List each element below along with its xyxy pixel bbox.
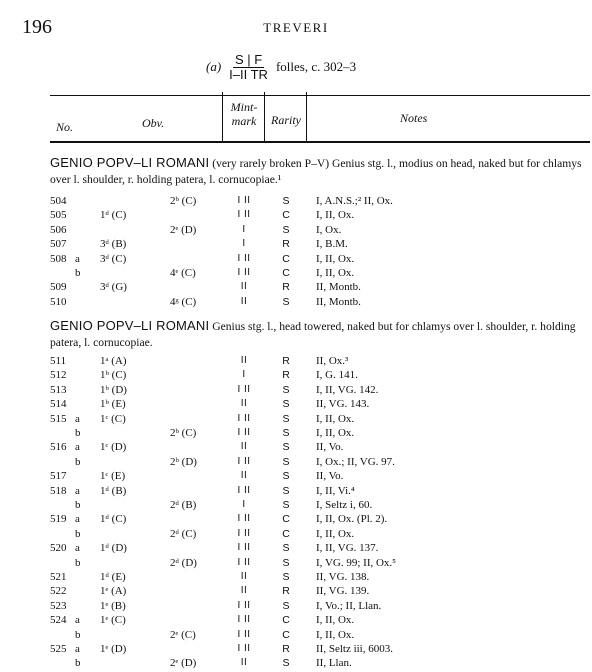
catalogue-number: 511 xyxy=(50,355,67,367)
catalogue-number: 505 xyxy=(50,209,67,222)
obverse-primary: 1ᵈ (D) xyxy=(100,542,127,555)
catalogue-number: 521 xyxy=(50,571,67,583)
table-row xyxy=(0,570,592,584)
rarity-value: C xyxy=(282,267,290,279)
catalogue-number: 522 xyxy=(50,585,67,598)
table-row xyxy=(0,440,592,454)
mintmark-value: I II xyxy=(237,209,251,221)
table-row xyxy=(0,368,592,382)
variant-letter: b xyxy=(75,527,81,540)
table-row xyxy=(0,541,592,555)
notes-text: I, II, Ox. xyxy=(316,628,355,641)
subheading-text: folles, c. 302–3 xyxy=(275,59,357,74)
notes-text: II, Montb. xyxy=(316,295,361,308)
table-row xyxy=(0,397,592,411)
catalogue-number: 523 xyxy=(50,599,67,612)
table-row xyxy=(0,656,592,670)
variant-letter: a xyxy=(75,441,80,454)
obverse-secondary: 2ᵈ (C) xyxy=(170,527,197,540)
mintmark-value: I II xyxy=(237,513,251,525)
mintmark-value: I II xyxy=(237,628,251,640)
mintmark-value: I xyxy=(242,369,246,381)
catalogue-number: 508 xyxy=(50,252,67,265)
mintmark-value: I xyxy=(242,223,246,235)
rarity-value: C xyxy=(282,614,290,627)
notes-text: II, VG. 143. xyxy=(316,398,370,411)
mintmark-fraction xyxy=(227,53,270,82)
rarity-value: S xyxy=(282,195,290,207)
mintmark-value: I II xyxy=(237,599,251,611)
rarity-value: S xyxy=(282,223,290,236)
table-rule-header xyxy=(50,141,590,143)
obverse-secondary: 2ᵉ (D) xyxy=(170,657,197,670)
table-row xyxy=(0,527,592,541)
mintmark-value: II xyxy=(240,470,248,482)
rarity-value: S xyxy=(282,427,290,439)
table-row xyxy=(0,223,592,237)
obverse-secondary: 4ᵉ (C) xyxy=(170,267,196,279)
obverse-primary: 1ᵇ (E) xyxy=(100,398,126,411)
column-header-mintmark xyxy=(226,100,262,128)
variant-letter: b xyxy=(75,267,81,279)
catalogue-number: 509 xyxy=(50,281,67,294)
obverse-primary: 3ᵈ (G) xyxy=(100,281,127,294)
obverse-primary: 1ᶜ (D) xyxy=(100,441,127,454)
mintmark-bottom: I–II TR xyxy=(229,66,268,82)
notes-text: I, A.N.S.;² II, Ox. xyxy=(316,195,393,207)
obverse-primary: 1ᵇ (C) xyxy=(100,369,127,382)
rarity-value: S xyxy=(282,455,290,468)
table-row xyxy=(0,599,592,613)
catalogue-number: 515 xyxy=(50,412,67,425)
obverse-primary: 1ᵈ (C) xyxy=(100,513,127,526)
column-divider xyxy=(222,92,223,142)
obverse-secondary: 2ᵇ (D) xyxy=(170,455,197,468)
table-row xyxy=(0,280,592,294)
mintmark-value: II xyxy=(240,398,248,410)
obverse-primary: 1ᶜ (E) xyxy=(100,470,126,483)
obverse-primary: 1ᵉ (D) xyxy=(100,643,127,655)
reverse-description: (very rarely broken P–V) Genius stg. l., modius on head, naked but for chlamys over l. shoulder, r. holding patera, l. cornucopiae.¹ xyxy=(50,157,582,186)
rarity-value: S xyxy=(282,556,290,569)
rarity-value: C xyxy=(282,628,290,641)
mintmark-value: II xyxy=(240,295,248,307)
variant-letter: a xyxy=(75,513,80,526)
table-row xyxy=(0,252,592,266)
table-row xyxy=(0,354,592,368)
notes-text: I, II, VG. 137. xyxy=(316,542,379,555)
mintmark-value: I II xyxy=(237,252,251,264)
table-row xyxy=(0,208,592,222)
variant-letter: a xyxy=(75,542,80,555)
variant-letter: a xyxy=(75,484,80,497)
variant-letter: a xyxy=(75,643,80,655)
notes-text: II, Seltz iii, 6003. xyxy=(316,643,393,655)
notes-text: II, Llan. xyxy=(316,657,352,670)
obverse-primary: 1ᵉ (B) xyxy=(100,599,126,612)
obverse-secondary: 2ᵈ (B) xyxy=(170,499,197,511)
rarity-value: S xyxy=(282,412,290,425)
rarity-value: R xyxy=(282,238,290,251)
mintmark-value: II xyxy=(240,657,248,669)
rarity-value: S xyxy=(282,470,290,483)
mintmark-value: I II xyxy=(237,455,251,467)
mintmark-top: S | F xyxy=(234,51,263,67)
rarity-value: S xyxy=(282,383,290,396)
column-divider xyxy=(264,92,265,142)
notes-text: I, Vo.; II, Llan. xyxy=(316,599,382,612)
reverse-legend: GENIO POPV–LI ROMANI xyxy=(50,318,210,333)
rarity-value: R xyxy=(282,643,290,655)
variant-letter: b xyxy=(75,499,81,511)
table-row xyxy=(0,642,592,656)
rarity-value: S xyxy=(282,484,290,497)
column-header-obv: Obv. xyxy=(142,116,165,130)
table-row xyxy=(0,426,592,440)
notes-text: I, II, Ox. xyxy=(316,614,355,627)
mintmark-value: I II xyxy=(237,556,251,568)
mintmark-value: II xyxy=(240,585,248,597)
notes-text: I, II, Ox. xyxy=(316,209,355,222)
table-row xyxy=(0,266,592,280)
catalogue-number: 513 xyxy=(50,383,67,396)
notes-text: I, VG. 99; II, Ox.⁵ xyxy=(316,556,397,569)
notes-text: II, Ox.³ xyxy=(316,355,349,367)
obverse-secondary: 4ᵍ (C) xyxy=(170,295,197,308)
notes-text: I, II, Vi.⁴ xyxy=(316,484,355,497)
rarity-value: S xyxy=(282,571,290,583)
obverse-primary: 1ᵃ (A) xyxy=(100,355,127,367)
rarity-value: R xyxy=(282,585,290,598)
table-row xyxy=(0,512,592,526)
column-header-no: No. xyxy=(56,120,74,134)
variant-letter: b xyxy=(75,427,81,439)
mintmark-value: II xyxy=(240,281,248,293)
mintmark-value: I II xyxy=(237,427,251,438)
obverse-secondary: 2ᵇ (C) xyxy=(170,195,197,207)
notes-text: II, Montb. xyxy=(316,281,361,294)
notes-text: II, VG. 139. xyxy=(316,585,370,598)
catalogue-number: 512 xyxy=(50,369,67,382)
column-header-notes: Notes xyxy=(400,111,428,125)
variant-letter: a xyxy=(75,412,80,425)
obverse-primary: 1ᵉ (A) xyxy=(100,585,127,598)
notes-text: I, II, VG. 142. xyxy=(316,383,379,396)
mintmark-value: I xyxy=(242,238,246,250)
notes-text: II, VG. 138. xyxy=(316,571,370,583)
rarity-value: C xyxy=(282,527,290,540)
page-number: 196 xyxy=(22,16,52,38)
mintmark-header-line1: Mint- xyxy=(230,100,258,114)
catalogue-number: 507 xyxy=(50,238,67,251)
table-row xyxy=(0,498,592,512)
obverse-secondary: 2ᵇ (C) xyxy=(170,427,197,439)
rarity-value: C xyxy=(282,252,290,265)
mintmark-value: II xyxy=(240,441,248,453)
rarity-value: S xyxy=(282,295,290,308)
catalogue-number: 520 xyxy=(50,542,67,555)
table-rule-top xyxy=(50,95,590,96)
rarity-value: R xyxy=(282,281,290,294)
mintmark-value: I II xyxy=(237,614,251,626)
notes-text: I, Ox. xyxy=(316,223,342,236)
catalogue-number: 518 xyxy=(50,484,67,497)
variant-letter: a xyxy=(75,252,80,265)
obverse-secondary: 2ᵉ (D) xyxy=(170,223,197,236)
section-heading xyxy=(50,155,586,188)
rarity-value: R xyxy=(282,369,290,382)
notes-text: I, II, Ox. (Pl. 2). xyxy=(316,513,388,526)
obverse-secondary: 2ᵈ (D) xyxy=(170,556,197,569)
mintmark-value: I II xyxy=(237,412,251,424)
catalogue-number: 504 xyxy=(50,195,67,207)
catalogue-number: 525 xyxy=(50,643,67,655)
obverse-primary: 1ᵈ (B) xyxy=(100,484,127,497)
table-row xyxy=(0,237,592,251)
mintmark-value: I II xyxy=(237,195,251,206)
variant-letter: b xyxy=(75,628,81,641)
catalogue-number: 519 xyxy=(50,513,67,526)
obverse-primary: 3ᵈ (C) xyxy=(100,252,127,265)
table-row xyxy=(0,194,592,208)
catalogue-number: 516 xyxy=(50,441,67,454)
mintmark-value: I II xyxy=(237,484,251,496)
mintmark-value: II xyxy=(240,571,248,582)
obverse-secondary: 2ᵉ (C) xyxy=(170,628,196,641)
mintmark-header-line2: mark xyxy=(231,114,257,128)
catalogue-number: 506 xyxy=(50,223,67,236)
rarity-value: C xyxy=(282,513,290,526)
rarity-value: R xyxy=(282,355,290,367)
section-heading xyxy=(50,318,586,351)
column-divider xyxy=(306,92,307,142)
notes-text: I, Ox.; II, VG. 97. xyxy=(316,455,395,468)
rarity-value: S xyxy=(282,499,290,511)
table-row xyxy=(0,412,592,426)
subheading-label: (a) xyxy=(206,59,222,74)
variant-letter: b xyxy=(75,455,81,468)
mintmark-value: I II xyxy=(237,643,251,654)
table-row xyxy=(0,383,592,397)
rarity-value: S xyxy=(282,599,290,612)
mintmark-value: I II xyxy=(237,542,251,554)
obverse-primary: 1ᵇ (D) xyxy=(100,383,127,396)
variant-letter: b xyxy=(75,657,81,670)
table-row xyxy=(0,484,592,498)
notes-text: I, II, Ox. xyxy=(316,267,355,279)
series-subheading xyxy=(206,50,356,84)
table-row xyxy=(0,556,592,570)
rarity-value: S xyxy=(282,542,290,555)
rarity-value: S xyxy=(282,398,290,411)
mintmark-value: I II xyxy=(237,383,251,395)
table-row xyxy=(0,628,592,642)
mintmark-value: I xyxy=(242,499,246,510)
obverse-primary: 3ᵈ (B) xyxy=(100,238,127,251)
mintmark-value: II xyxy=(240,355,248,366)
mintmark-value: I II xyxy=(237,267,251,278)
rarity-value: S xyxy=(282,441,290,454)
notes-text: I, II, Ox. xyxy=(316,252,355,265)
table-row xyxy=(0,455,592,469)
table-row xyxy=(0,469,592,483)
catalogue-number: 517 xyxy=(50,470,67,483)
mintmark-value: I II xyxy=(237,527,251,539)
notes-text: II, Vo. xyxy=(316,441,344,454)
table-row xyxy=(0,584,592,598)
obverse-primary: 1ᵉ (C) xyxy=(100,614,126,627)
table-row xyxy=(0,613,592,627)
rarity-value: C xyxy=(282,209,290,222)
column-header-rarity: Rarity xyxy=(271,113,301,127)
catalogue-number: 514 xyxy=(50,398,67,411)
variant-letter: a xyxy=(75,614,80,627)
reverse-legend: GENIO POPV–LI ROMANI xyxy=(50,155,210,170)
variant-letter: b xyxy=(75,556,81,569)
notes-text: I, B.M. xyxy=(316,238,348,251)
notes-text: II, Vo. xyxy=(316,470,344,483)
notes-text: I, II, Ox. xyxy=(316,412,355,425)
table-row xyxy=(0,295,592,309)
obverse-primary: 1ᶜ (C) xyxy=(100,412,126,425)
rarity-value: S xyxy=(282,657,290,670)
catalogue-number: 510 xyxy=(50,295,67,308)
obverse-primary: 1ᵈ (C) xyxy=(100,209,127,222)
catalogue-number: 524 xyxy=(50,614,67,627)
running-head: TREVERI xyxy=(263,20,329,35)
obverse-primary: 1ᵈ (E) xyxy=(100,571,126,583)
notes-text: I, G. 141. xyxy=(316,369,358,382)
notes-text: I, Seltz i, 60. xyxy=(316,499,373,511)
notes-text: I, II, Ox. xyxy=(316,427,355,439)
reverse-description: Genius stg. l., head towered, naked but for chlamys over l. shoulder, r. holding patera, l. cornucopiae. xyxy=(50,320,576,349)
notes-text: I, II, Ox. xyxy=(316,527,355,540)
